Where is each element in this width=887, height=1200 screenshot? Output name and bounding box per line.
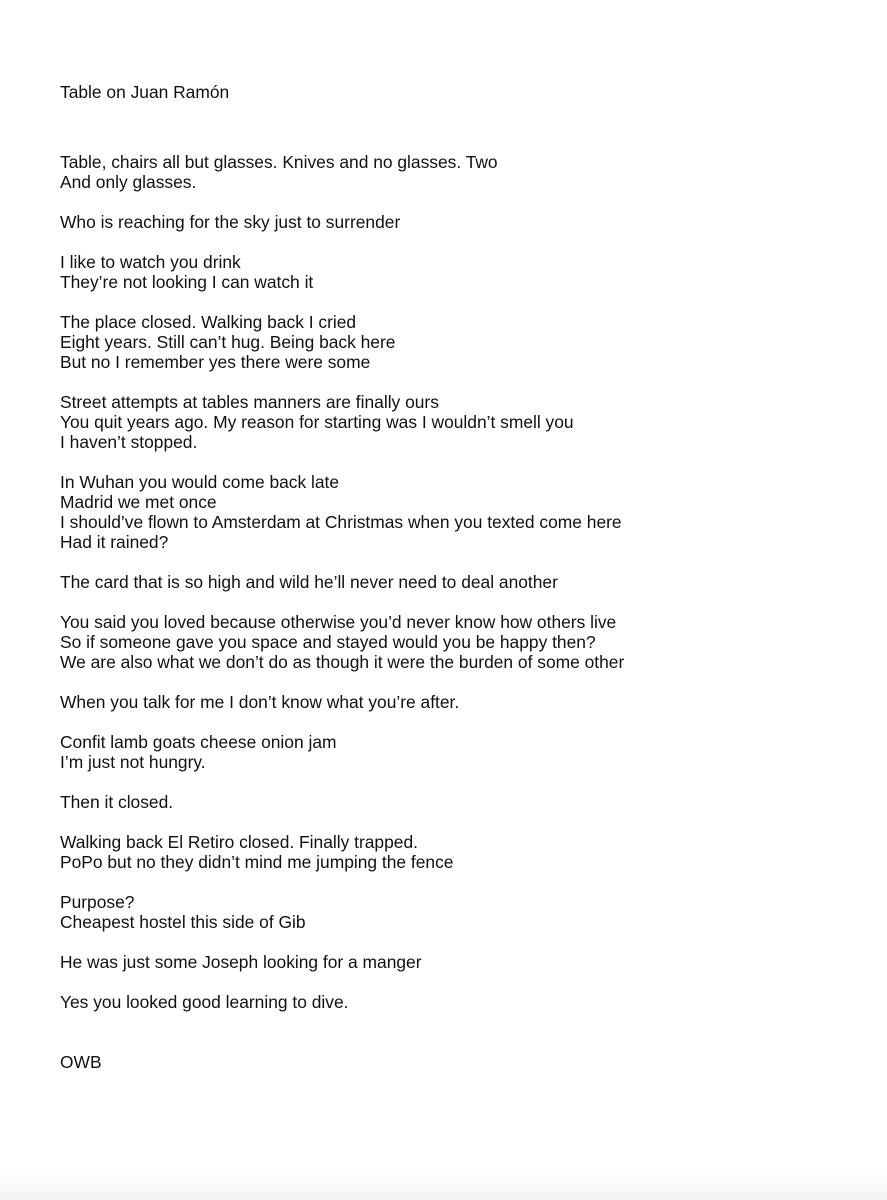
poem-line: But no I remember yes there were some bbox=[60, 352, 371, 372]
stanza bbox=[60, 992, 860, 1012]
poem-line: You quit years ago. My reason for starting was I wouldn’t smell you bbox=[60, 412, 574, 432]
poem-line: So if someone gave you space and stayed would you be happy then? bbox=[60, 632, 596, 652]
author-signature: OWB bbox=[60, 1052, 102, 1072]
poem-line: I’m just not hungry. bbox=[60, 752, 206, 772]
stanza bbox=[60, 312, 860, 372]
poem-line: The card that is so high and wild he’ll never need to deal another bbox=[60, 572, 558, 592]
poem-line: When you talk for me I don’t know what you’re after. bbox=[60, 692, 460, 712]
stanza bbox=[60, 152, 860, 192]
poem-line: PoPo but no they didn’t mind me jumping the fence bbox=[60, 852, 454, 872]
poem-line: I like to watch you drink bbox=[60, 252, 241, 272]
stanza bbox=[60, 472, 860, 552]
page-edge-shadow bbox=[0, 1172, 887, 1200]
poem-line: Eight years. Still can’t hug. Being back here bbox=[60, 332, 396, 352]
poem-body bbox=[60, 82, 860, 1072]
stanza bbox=[60, 952, 860, 972]
stanza bbox=[60, 612, 860, 672]
poem-line: Had it rained? bbox=[60, 532, 169, 552]
poem-line: Table, chairs all but glasses. Knives and no glasses. Two bbox=[60, 152, 498, 172]
poem-line: Street attempts at tables manners are finally ours bbox=[60, 392, 439, 412]
poem-line: I haven’t stopped. bbox=[60, 432, 198, 452]
poem-line: Then it closed. bbox=[60, 792, 174, 812]
poem-line: He was just some Joseph looking for a manger bbox=[60, 952, 422, 972]
stanza bbox=[60, 892, 860, 932]
poem-line: The place closed. Walking back I cried bbox=[60, 312, 357, 332]
stanza bbox=[60, 252, 860, 292]
poem-line: Walking back El Retiro closed. Finally trapped. bbox=[60, 832, 418, 852]
poem-line: I should’ve flown to Amsterdam at Christmas when you texted come here bbox=[60, 512, 622, 532]
stanza bbox=[60, 832, 860, 872]
poem-line: You said you loved because otherwise you’d never know how others live bbox=[60, 612, 617, 632]
stanza bbox=[60, 572, 860, 592]
poem-line: Yes you looked good learning to dive. bbox=[60, 992, 349, 1012]
poem-line: In Wuhan you would come back late bbox=[60, 472, 340, 492]
stanza bbox=[60, 392, 860, 452]
stanza bbox=[60, 792, 860, 812]
stanza bbox=[60, 212, 860, 232]
poem-line: Confit lamb goats cheese onion jam bbox=[60, 732, 337, 752]
stanza bbox=[60, 732, 860, 772]
poem-line: We are also what we don’t do as though it were the burden of some other bbox=[60, 652, 625, 672]
poem-line: Purpose? bbox=[60, 892, 135, 912]
poem-line: And only glasses. bbox=[60, 172, 197, 192]
poem-title: Table on Juan Ramón bbox=[60, 82, 230, 102]
poem-line: Who is reaching for the sky just to surrender bbox=[60, 212, 401, 232]
poem-line: They’re not looking I can watch it bbox=[60, 272, 314, 292]
poem-line: Cheapest hostel this side of Gib bbox=[60, 912, 306, 932]
stanza bbox=[60, 692, 860, 712]
poem-line: Madrid we met once bbox=[60, 492, 217, 512]
